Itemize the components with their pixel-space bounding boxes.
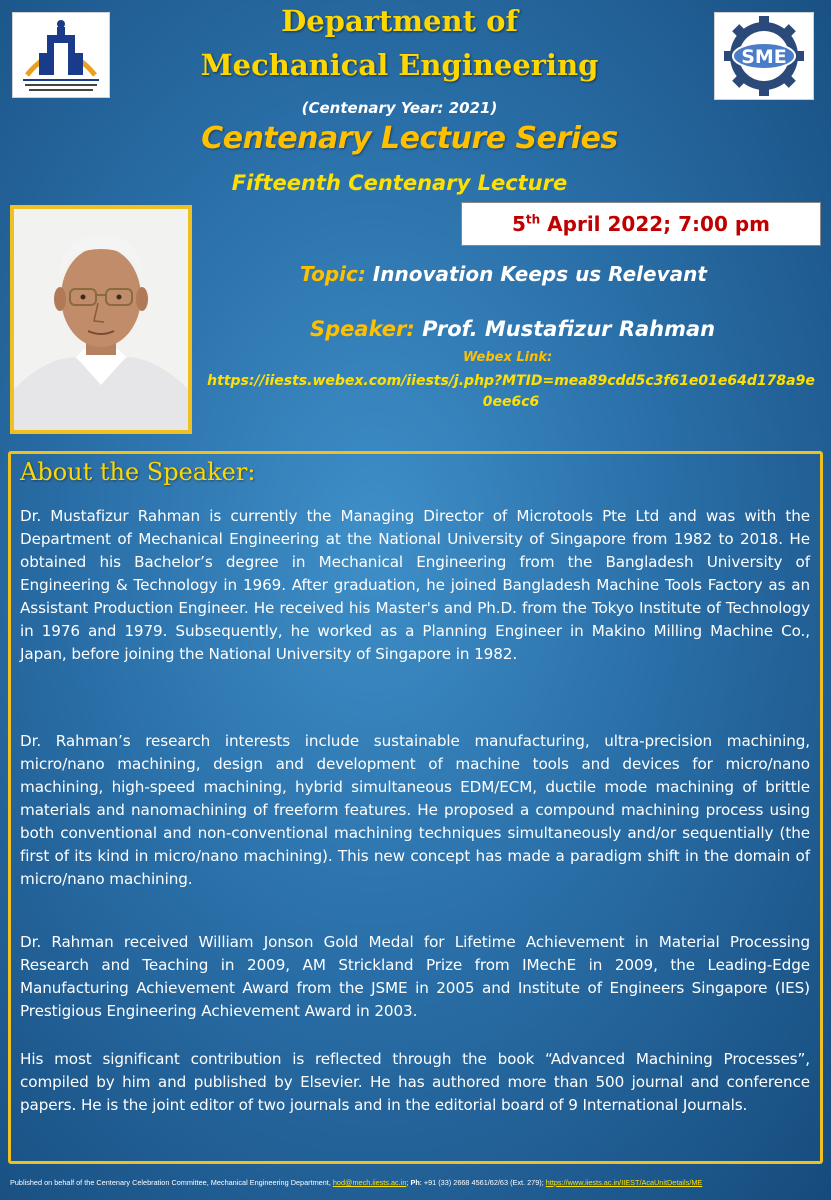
about-paragraph: Dr. Rahman’s research interests include sustainable manufacturing, ultra-precision machining, micro/nano machining, design and development of machine tools and devices for micro/nano machining, high-speed machining, hybrid simultaneous EDM/ECM, ductile mode machining of brittle materials and nanomachining of freeform features. He proposed a compound machining process using both conventional and non-conventional machining techniques simultaneously and/or sequentially (the first of its kind in micro/nano machining). This new concept has made a paradigm shift in the domain of micro/nano machining. xyxy=(20,732,810,888)
speaker-name: Prof. Mustafizur Rahman xyxy=(414,317,716,341)
about-title: About the Speaker: xyxy=(20,458,256,486)
date-suffix: th xyxy=(525,212,541,227)
topic-label: Topic: xyxy=(300,262,366,286)
topic-text: Innovation Keeps us Relevant xyxy=(365,262,707,286)
speaker xyxy=(310,317,810,341)
about-paragraph: Dr. Rahman received William Jonson Gold Medal for Lifetime Achievement in Material Processing Research and Teaching in 2009, AM Strickland Prize from IMechE in 2009, the Leading-Edge Manufacturing Achievement Award from the JSME in 2005 and Institute of Engineers Singapore (IES) Prestigious Engineering Achievement Award in 2003. xyxy=(20,933,810,1020)
sme-logo-text: SME xyxy=(741,46,787,68)
footer-sep: ; xyxy=(406,1178,411,1187)
about-paragraph: His most significant contribution is reflected through the book “Advanced Machining Processes”, compiled by him and published by Elsevier. He has authored more than 500 journal and conference papers. He is the joint editor of two journals and in the editorial board of 9 International Journals. xyxy=(20,1050,810,1114)
topic xyxy=(300,262,820,286)
footer-ph-label: Ph xyxy=(410,1178,420,1187)
about-paragraph: Dr. Mustafizur Rahman is currently the Managing Director of Microtools Pte Ltd and was with the Department of Mechanical Engineering at the National University of Singapore from 1982 to 2018. He obtained his Bachelor’s degree in Mechanical Engineering from the Bangladesh University of Engineering & Technology in 1969. After graduation, he joined Bangladesh Machine Tools Factory as an Assistant Production Engineer. He received his Master's and Ph.D. from the Tokyo Institute of Technology in 1976 and 1979. Subsequently, he worked as a Planning Engineer in Makino Milling Machine Co., Japan, before joining the National University of Singapore in 1982. xyxy=(20,507,810,663)
date-box xyxy=(461,202,821,246)
footer-website-link[interactable]: https://www.iiests.ac.in/IIEST/AcaUnitDetails/ME xyxy=(545,1178,703,1187)
footer xyxy=(10,1178,825,1187)
webex-link[interactable]: https://iiests.webex.com/iiests/j.php?MTID=mea89cdd5c3f61e01e64d178a9e0ee6c6 xyxy=(207,373,815,410)
lecture-number: Fifteenth Centenary Lecture xyxy=(231,171,568,195)
centenary-year: (Centenary Year: 2021) xyxy=(301,99,498,117)
department-title-line2: Mechanical Engineering xyxy=(200,48,599,82)
speaker-label: Speaker: xyxy=(310,317,415,341)
department-title-line1: Department of xyxy=(281,4,518,38)
speaker-photo xyxy=(10,205,192,434)
footer-ph-value: : +91 (33) 2668 4561/62/63 (Ext. 279); xyxy=(419,1178,546,1187)
footer-email-link[interactable]: hod@mech.iiests.ac.in xyxy=(332,1178,407,1187)
webex-label: Webex Link: xyxy=(463,350,553,365)
date-rest: April 2022; 7:00 pm xyxy=(540,212,770,236)
series-title: Centenary Lecture Series xyxy=(201,121,618,156)
date-day: 5 xyxy=(512,212,526,236)
footer-prefix: Published on behalf of the Centenary Celebration Committee, Mechanical Engineering Department, xyxy=(10,1178,333,1187)
